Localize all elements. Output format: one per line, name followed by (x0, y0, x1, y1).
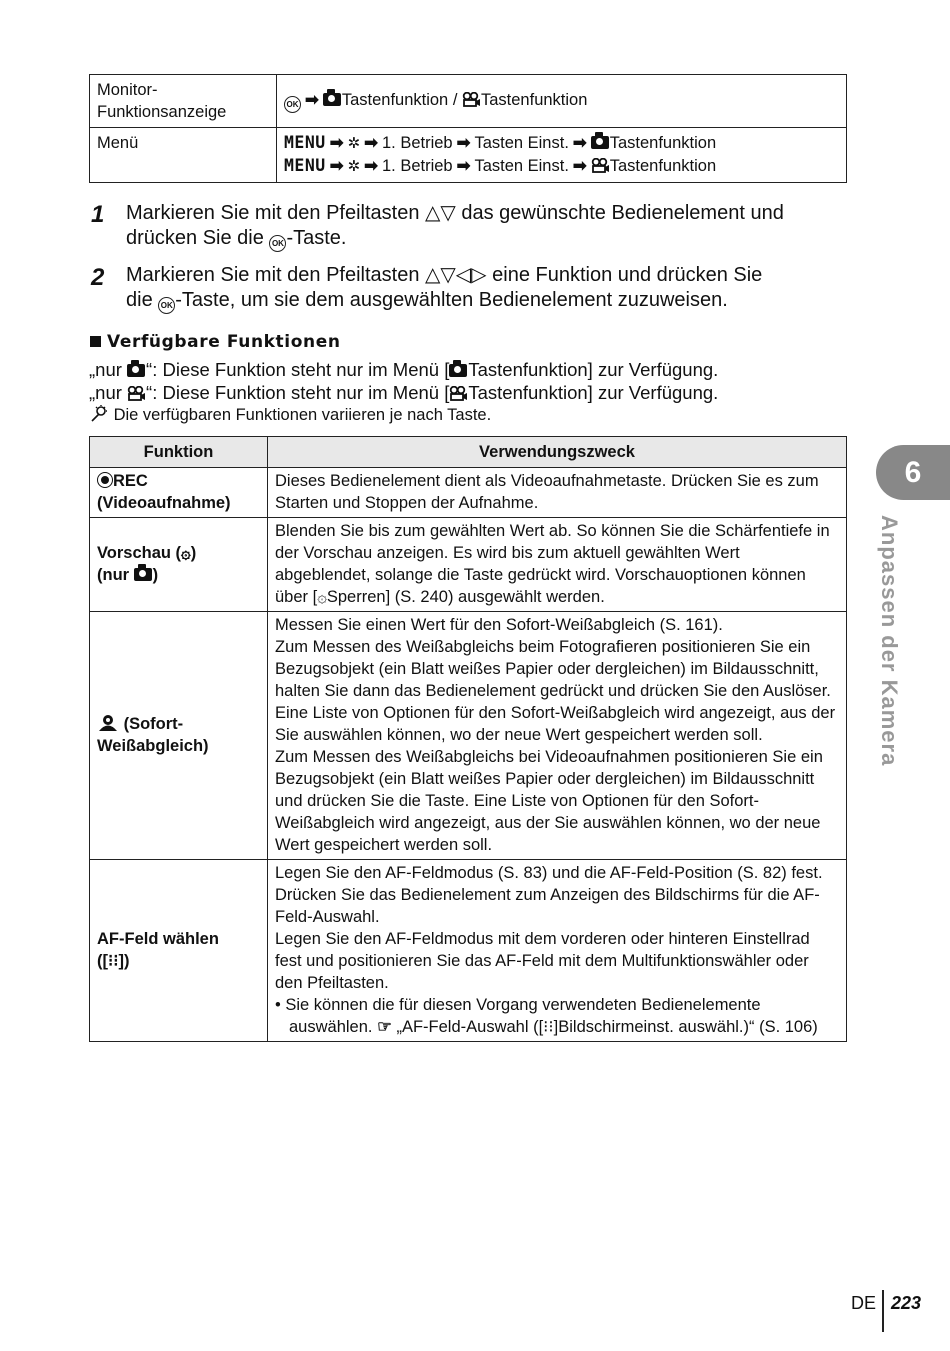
video-camera-icon (449, 386, 468, 401)
table-row: REC (Videoaufnahme) Dieses Bedienelement dient als Videoaufnahmetaste. Drücken Sie es zum Starten und Stoppen der Aufnahme. (90, 468, 847, 518)
footer-divider (882, 1290, 884, 1332)
camera-icon (449, 364, 467, 377)
menu-paths: MENU ➡ ✲ ➡ 1. Betrieb ➡ Tasten Einst. ➡ Tastenfunktion MENU ➡ ✲ ➡ 1. Betrieb ➡ Tasten Einst. ➡ Tastenfunktion (277, 128, 847, 183)
col-header-purpose: Verwendungszweck (268, 437, 847, 468)
camera-icon (127, 364, 145, 377)
monitor-label: Monitor- Funktionsanzeige (90, 75, 277, 128)
menu-path-table (89, 74, 847, 183)
menu-label: Menü (90, 128, 277, 183)
table-row: (Sofort- Weißabgleich) Messen Sie einen Wert für den Sofort-Weißabgleich (S. 161). Zum Messen des Weißabgleichs beim Fotografieren positionieren Sie ein Bezugsobjekt (ein Blatt weißes Papier oder dergleichen) im Bildausschnitt, halten Sie dann das Bedienelement gedrückt und drücken Sie den Auslöser. Eine Liste von Optionen für den Sofort-Weißabgleich wird angezeigt, aus der Sie auswählen können, wo der neue Wert gespeichert werden soll. Zum Messen des Weißabgleichs bei Videoaufnahmen positionieren Sie ein Bezugsobjekt (ein Blatt weißes Papier oder dergleichen) im Bildausschnitt und drücken Sie die Taste. Eine Liste von Optionen für den Sofort-Weißabgleich wird angezeigt, aus der Sie auswählen können, wo der neue Wert gespeichert werden soll. (90, 612, 847, 860)
table-row: AF-Feld wählen ([⁝⁝]) Legen Sie den AF-Feldmodus (S. 83) und die AF-Feld-Position (S. 82) fest. Drücken Sie das Bedienelement zum Anzeigen des Bildschirms für die AF-Feld-Auswahl. Legen Sie den AF-Feldmodus mit dem vorderen oder hinteren Einstellrad fest und positionieren Sie das AF-Feld mit dem Multifunktionswähler oder den Pfeiltasten. • Sie können die für diesen Vorgang verwendeten Bedienelemente auswählen. ☞ „AF-Feld-Auswahl ([⁝⁝]Bildschirmeinst. auswähl.)“ (S. 106) (90, 860, 847, 1042)
gear-icon: ✲ (347, 158, 361, 175)
chapter-tab[interactable]: 6 (876, 445, 950, 500)
ok-icon: OK (284, 96, 301, 113)
ok-icon: OK (269, 235, 286, 252)
col-header-function: Funktion (90, 437, 268, 468)
arrow-keys-icon: △▽◁▷ (425, 264, 487, 286)
video-camera-icon (591, 158, 610, 173)
reference-icon: ☞ (377, 1018, 392, 1036)
step-number: 2 (91, 264, 105, 291)
language-code: DE (851, 1293, 877, 1313)
arrow-keys-icon: △▽ (425, 202, 456, 224)
ok-icon: OK (158, 297, 175, 314)
preview-icon: ۞ (317, 588, 327, 606)
rec-icon (97, 472, 113, 488)
video-camera-icon (127, 386, 146, 401)
functions-table (89, 436, 847, 1042)
step-1-text: Markieren Sie mit den Pfeiltasten △▽ das gewünschte Bedienelement und drücken Sie die OK -Taste. (126, 201, 846, 252)
tip-icon (89, 405, 109, 423)
camera-icon (323, 93, 341, 106)
camera-icon (591, 136, 609, 149)
table-row: Vorschau (۞) (nur ) Blenden Sie bis zum gewählten Wert ab. So können Sie die Schärfentiefe in der Vorschau anzeigen. Es wird bis zum aktuell gewählten Wert abgeblendet, solange die Taste gedrückt wird. Vorschauoptionen können über [۞Sperren] (S. 240) ausgewählt werden. (90, 518, 847, 612)
step-number: 1 (91, 201, 105, 228)
section-heading: Verfügbare Funktionen (90, 332, 341, 352)
availability-notes: „nur “: Diese Funktion steht nur im Menü [ Tastenfunktion] zur Verfügung. „nur “: Diese Funktion steht nur im Menü [ Tastenfunktion] zur Verfügung. Die verfügbaren Funktionen variieren je nach Taste. (89, 359, 719, 424)
monitor-path: OK ➡ Tastenfunktion / Tastenfunktion (277, 75, 847, 128)
preview-icon: ۞ (181, 544, 191, 562)
page-number: 223 (891, 1293, 922, 1313)
white-balance-icon (97, 714, 119, 732)
chapter-label: Anpassen der Kamera (877, 515, 902, 767)
video-camera-icon (462, 92, 481, 107)
af-target-icon: ⁝⁝ (108, 952, 119, 970)
af-target-icon: ⁝⁝ (543, 1018, 554, 1036)
square-bullet-icon (90, 336, 101, 347)
arrow-icon: ➡ (305, 91, 319, 109)
gear-icon: ✲ (347, 135, 361, 152)
camera-icon (134, 568, 152, 581)
step-2-text: Markieren Sie mit den Pfeiltasten △▽◁▷ eine Funktion und drücken Sie die OK -Taste, um sie dem ausgewählten Bedienelement zuzuweisen. (126, 263, 846, 314)
